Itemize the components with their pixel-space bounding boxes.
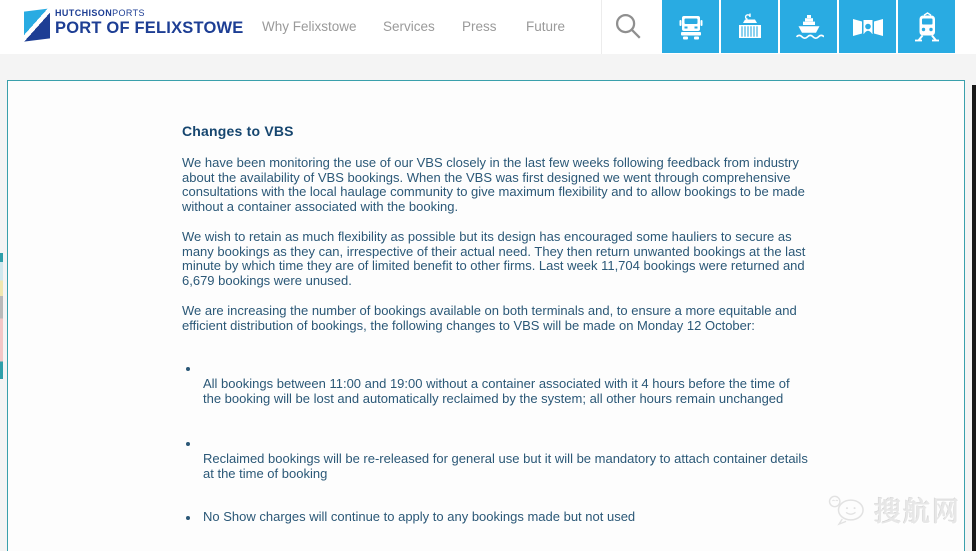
bullet-item — [184, 510, 809, 525]
header-divider — [601, 0, 602, 54]
hutchison-flag-icon — [24, 8, 50, 41]
nav-press[interactable]: Press — [462, 19, 497, 34]
logo-port-name: PORT OF FELIXSTOWE — [55, 19, 244, 37]
logo-text — [55, 8, 243, 38]
article-paragraph: We are increasing the number of bookings available on both terminals and, to ensure a more equitable and efficient distribution of bookings, the following changes to VBS will be made on Monday 12 October: — [182, 303, 797, 333]
bullet-item — [184, 439, 809, 481]
container-crane-icon — [735, 12, 765, 42]
quick-link-tiles — [662, 0, 955, 53]
tile-rail[interactable] — [898, 0, 955, 53]
search-button[interactable] — [612, 10, 646, 44]
search-icon — [612, 10, 646, 44]
logo-brand-bold: HUTCHISON — [55, 8, 113, 18]
nav-why-felixstowe[interactable]: Why Felixstowe — [262, 19, 357, 34]
left-edge-share-sliver — [0, 253, 3, 379]
tile-port-cameras[interactable] — [839, 0, 896, 53]
watermark — [826, 490, 961, 529]
nav-future[interactable]: Future — [526, 19, 566, 34]
nav-services[interactable]: Services — [383, 19, 435, 34]
tile-road-haulage[interactable] — [662, 0, 719, 53]
tile-container-services[interactable] — [721, 0, 778, 53]
site-header — [0, 0, 976, 54]
bullet-item — [184, 364, 809, 406]
bullet-text: No Show charges will continue to apply to any bookings made but not used — [203, 509, 636, 524]
bullet-text: Reclaimed bookings will be re-released for general use but it will be mandatory to attach container details at the time of booking — [203, 451, 808, 481]
bullet-dot — [186, 367, 190, 371]
bullet-dot — [186, 442, 190, 446]
article-card — [7, 80, 965, 551]
train-icon — [912, 12, 942, 42]
bullet-dot — [186, 516, 190, 520]
site-logo[interactable] — [24, 8, 243, 40]
right-edge-strip — [972, 85, 976, 551]
chat-bubbles-icon — [826, 493, 868, 527]
article-paragraph: We have been monitoring the use of our VBS closely in the last few weeks following feedback from industry about the availability of VBS bookings. When the VBS was first designed we went through comprehensive consultations with the local haulage community to give maximum flexibility and to allow bookings to be made without a container associated with the booking. — [182, 155, 805, 214]
logo-brand-line — [55, 8, 243, 19]
watermark-text: 搜航网 — [874, 497, 961, 528]
article-title: Changes to VBS — [182, 123, 294, 139]
article-paragraph: We wish to retain as much flexibility as possible but its design has encouraged some hauliers to secure as many bookings as they can, irrespective of their actual need. They then return unwanted bookings at the last minute by which time they are of limited benefit to other firms. Last week 11,704 bookings were returned and 6,679 bookings were unused. — [182, 229, 806, 288]
ship-icon — [794, 12, 824, 42]
logo-brand-light: PORTS — [112, 8, 145, 18]
port-cameras-icon — [851, 12, 885, 42]
truck-icon — [676, 12, 706, 42]
bullet-text: All bookings between 11:00 and 19:00 without a container associated with it 4 hours before the time of the booking will be lost and automatically reclaimed by the system; all other hours remain unchanged — [203, 376, 790, 406]
tile-shipping[interactable] — [780, 0, 837, 53]
